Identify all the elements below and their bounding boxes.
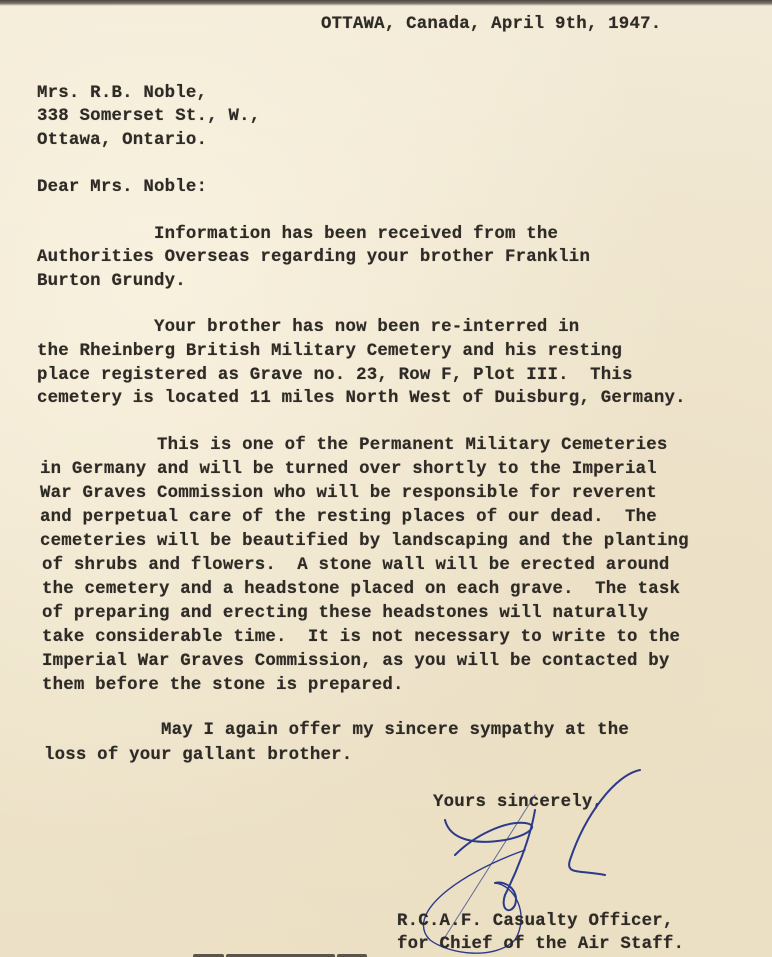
body-line: in Germany and will be turned over shortly to the Imperial [40,460,657,479]
recipient-name: Mrs. R.B. Noble, [37,84,208,103]
body-line: Your brother has now been re-interred in [37,318,580,337]
signature-subtitle: for Chief of the Air Staff. [397,935,685,954]
body-line: the Rheinberg British Military Cemetery and his resting [37,342,622,361]
body-line: the cemetery and a headstone placed on each grave. The task [42,580,681,599]
body-line: May I again offer my sincere sympathy at the [44,721,629,740]
signature-title: R.C.A.F. Casualty Officer, [397,912,674,931]
body-line: and perpetual care of the resting places of our dead. The [40,508,657,527]
page-top-edge [0,0,772,6]
body-line: place registered as Grave no. 23, Row F, Plot III. This [37,366,633,385]
body-line: War Graves Commission who will be responsible for reverent [40,484,657,503]
body-line: loss of your gallant brother. [44,746,353,765]
recipient-city: Ottawa, Ontario. [37,131,208,150]
body-line: them before the stone is prepared. [42,676,404,695]
salutation: Dear Mrs. Noble: [37,178,208,197]
recipient-street: 338 Somerset St., W., [37,107,261,126]
body-line: take considerable time. It is not necessary to write to the [42,628,681,647]
body-line: Authorities Overseas regarding your brother Franklin [37,248,591,267]
dateline: OTTAWA, Canada, April 9th, 1947. [321,15,662,34]
body-line: of preparing and erecting these headstones will naturally [42,604,649,623]
body-line: of shrubs and flowers. A stone wall will be erected around [42,556,670,575]
body-line: Imperial War Graves Commission, as you will be contacted by [42,652,670,671]
body-line: Burton Grundy. [37,272,186,291]
body-line: This is one of the Permanent Military Cemeteries [40,436,668,455]
body-line: Information has been received from the [37,225,559,244]
body-line: cemetery is located 11 miles North West of Duisburg, Germany. [37,389,686,408]
closing: Yours sincerely, [433,793,604,812]
body-line: cemeteries will be beautified by landscaping and the planting [40,532,689,551]
